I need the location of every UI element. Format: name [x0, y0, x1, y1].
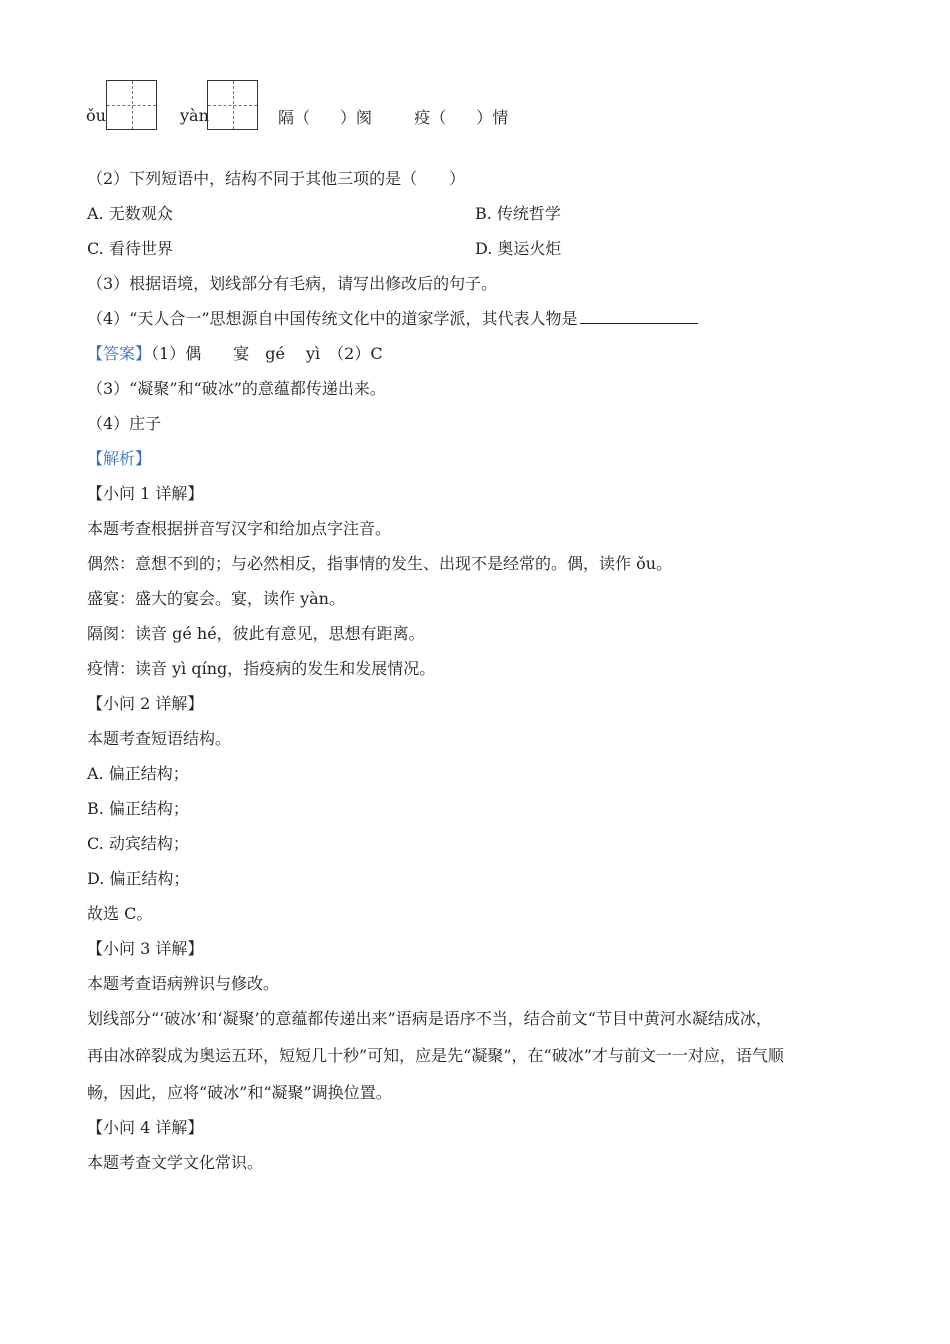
- analysis-line: 本题考查根据拼音写汉字和给加点字注音。: [87, 519, 392, 538]
- analysis-line: A. 偏正结构；: [87, 764, 189, 783]
- analysis-line: D. 偏正结构；: [87, 869, 190, 888]
- q4-stem: （4）“天人合一”思想源自中国传统文化中的道家学派，其代表人物是: [87, 309, 578, 328]
- word2-post: ）情: [476, 108, 509, 127]
- write-box-2: [207, 80, 258, 130]
- word1-post: ）阂: [340, 108, 373, 127]
- answer-blank: [580, 309, 698, 324]
- analysis-line: 畅，因此，应将“破冰”和“凝聚”调换位置。: [87, 1083, 392, 1102]
- pinyin-yan: yàn: [180, 106, 209, 125]
- analysis-line: 盛宴：盛大的宴会。宴，读作 yàn。: [87, 589, 345, 608]
- analysis-line: 【小问 4 详解】: [87, 1118, 204, 1137]
- word1-pre: 隔（: [278, 108, 311, 127]
- answer-line-3: （4）庄子: [87, 414, 162, 433]
- analysis-line: 疫情：读音 yì qíng，指疫病的发生和发展情况。: [87, 659, 436, 678]
- q2-option-c: C. 看待世界: [87, 239, 173, 258]
- q4-line: [87, 308, 698, 330]
- analysis-line: 本题考查文学文化常识。: [87, 1153, 264, 1172]
- analysis-tag: 【解析】: [87, 449, 152, 468]
- q2-option-d: D. 奥运火炬: [475, 239, 562, 258]
- analysis-line: 划线部分“‘破冰’和‘凝聚’的意蕴都传递出来”语病是语序不当，结合前文“节目中黄河水凝结成冰，: [87, 1009, 772, 1028]
- q3-stem: （3）根据语境，划线部分有毛病，请写出修改后的句子。: [87, 274, 498, 293]
- analysis-line: 再由冰碎裂成为奥运五环，短短几十秒”可知，应是先“凝聚”，在“破冰”才与前文一一对应，语气顺: [87, 1046, 784, 1065]
- q2-option-a: A. 无数观众: [87, 204, 173, 223]
- answer-line-2: （3）“凝聚”和“破冰”的意蕴都传递出来。: [87, 379, 386, 398]
- analysis-line: C. 动宾结构；: [87, 834, 189, 853]
- pinyin-ou: ǒu: [86, 106, 106, 125]
- answer-text-1: （1）偶 宴 gé yì （2）C: [151, 344, 383, 363]
- q2-stem: （2）下列短语中，结构不同于其他三项的是（ ）: [87, 169, 466, 188]
- analysis-line: 偶然：意想不到的；与必然相反，指事情的发生、出现不是经常的。偶，读作 ǒu。: [87, 554, 673, 573]
- answer-line-1: [87, 343, 383, 365]
- analysis-line: 隔阂：读音 gé hé，彼此有意见，思想有距离。: [87, 624, 425, 643]
- annotate-words: [278, 107, 508, 129]
- analysis-line: 故选 C。: [87, 904, 153, 923]
- analysis-line: 【小问 2 详解】: [87, 694, 204, 713]
- analysis-line: 【小问 1 详解】: [87, 484, 204, 503]
- word2-pre: 疫（: [414, 108, 447, 127]
- answer-tag: 【答案】: [87, 344, 152, 363]
- analysis-line: 本题考查短语结构。: [87, 729, 232, 748]
- analysis-line: B. 偏正结构；: [87, 799, 189, 818]
- analysis-line: 本题考查语病辨识与修改。: [87, 974, 280, 993]
- q2-option-b: B. 传统哲学: [475, 204, 561, 223]
- write-box-1: [106, 80, 157, 130]
- analysis-line: 【小问 3 详解】: [87, 939, 204, 958]
